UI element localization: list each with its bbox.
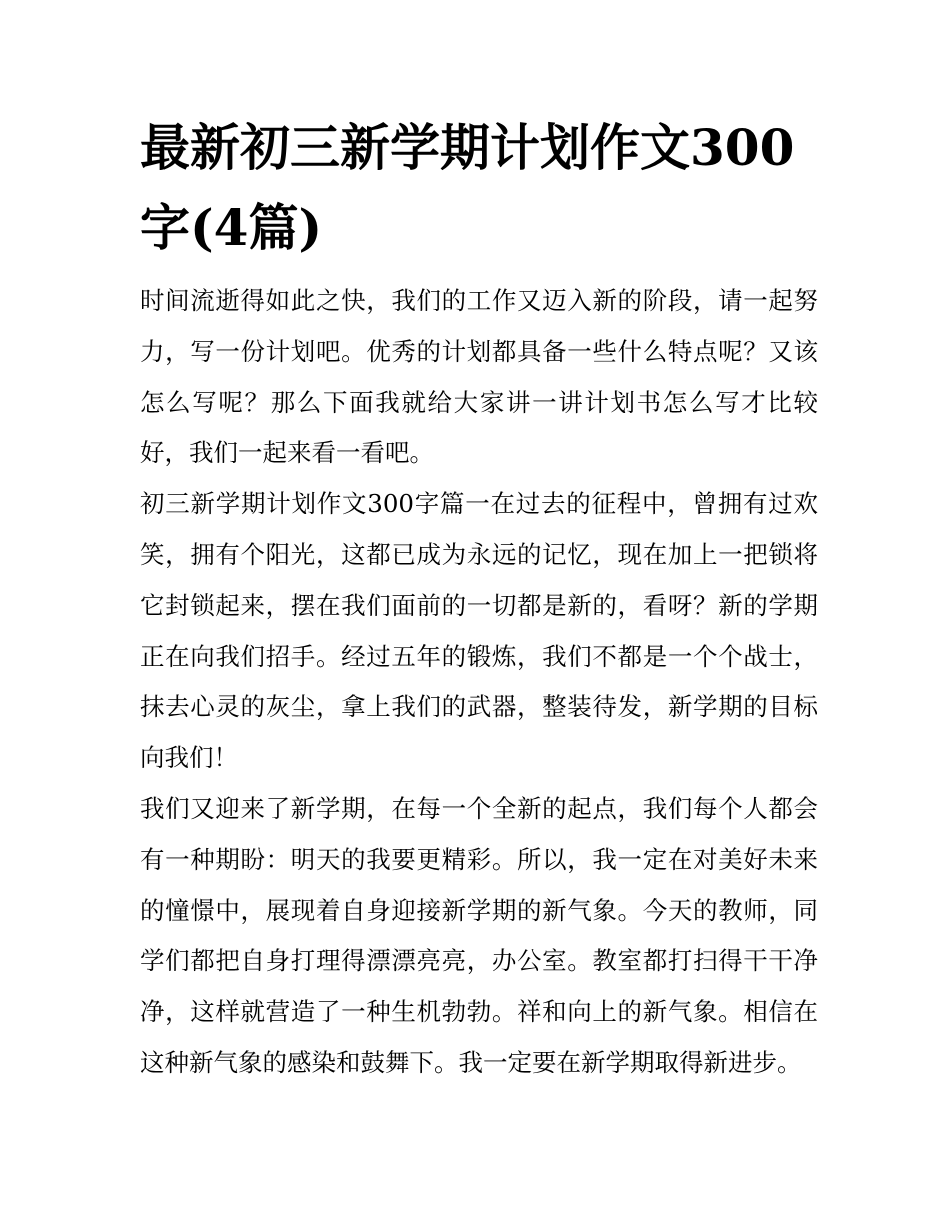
- paragraph-essay-one: 初三新学期计划作文300字篇一在过去的征程中，曾拥有过欢笑，拥有个阳光，这都已成为永远的记忆，现在加上一把锁将它封锁起来，摆在我们面前的一切都是新的，看呀？新的学期正在向我们招手。经过五年的锻炼，我们不都是一个个战士，抹去心灵的灰尘，拿上我们的武器，整装待发，新学期的目标向我们！: [140, 489, 818, 773]
- paragraph-intro: 时间流逝得如此之快，我们的工作又迈入新的阶段，请一起努力，写一份计划吧。优秀的计划都具备一些什么特点呢？又该怎么写呢？那么下面我就给大家讲一讲计划书怎么写才比较好，我们一起来看一看吧。: [140, 286, 818, 468]
- paragraph-new-semester: 我们又迎来了新学期，在每一个全新的起点，我们每个人都会有一种期盼：明天的我要更精彩。所以，我一定在对美好未来的憧憬中，展现着自身迎接新学期的新气象。今天的教师，同学们都把自身打理得漂漂亮亮，办公室。教室都打扫得干干净净，这样就营造了一种生机勃勃。祥和向上的新气象。相信在这种新气象的感染和鼓舞下。我一定要在新学期取得新进步。: [140, 793, 818, 1077]
- document-body: [140, 276, 818, 1089]
- document-title: 最新初三新学期计划作文300字(4篇): [140, 118, 795, 257]
